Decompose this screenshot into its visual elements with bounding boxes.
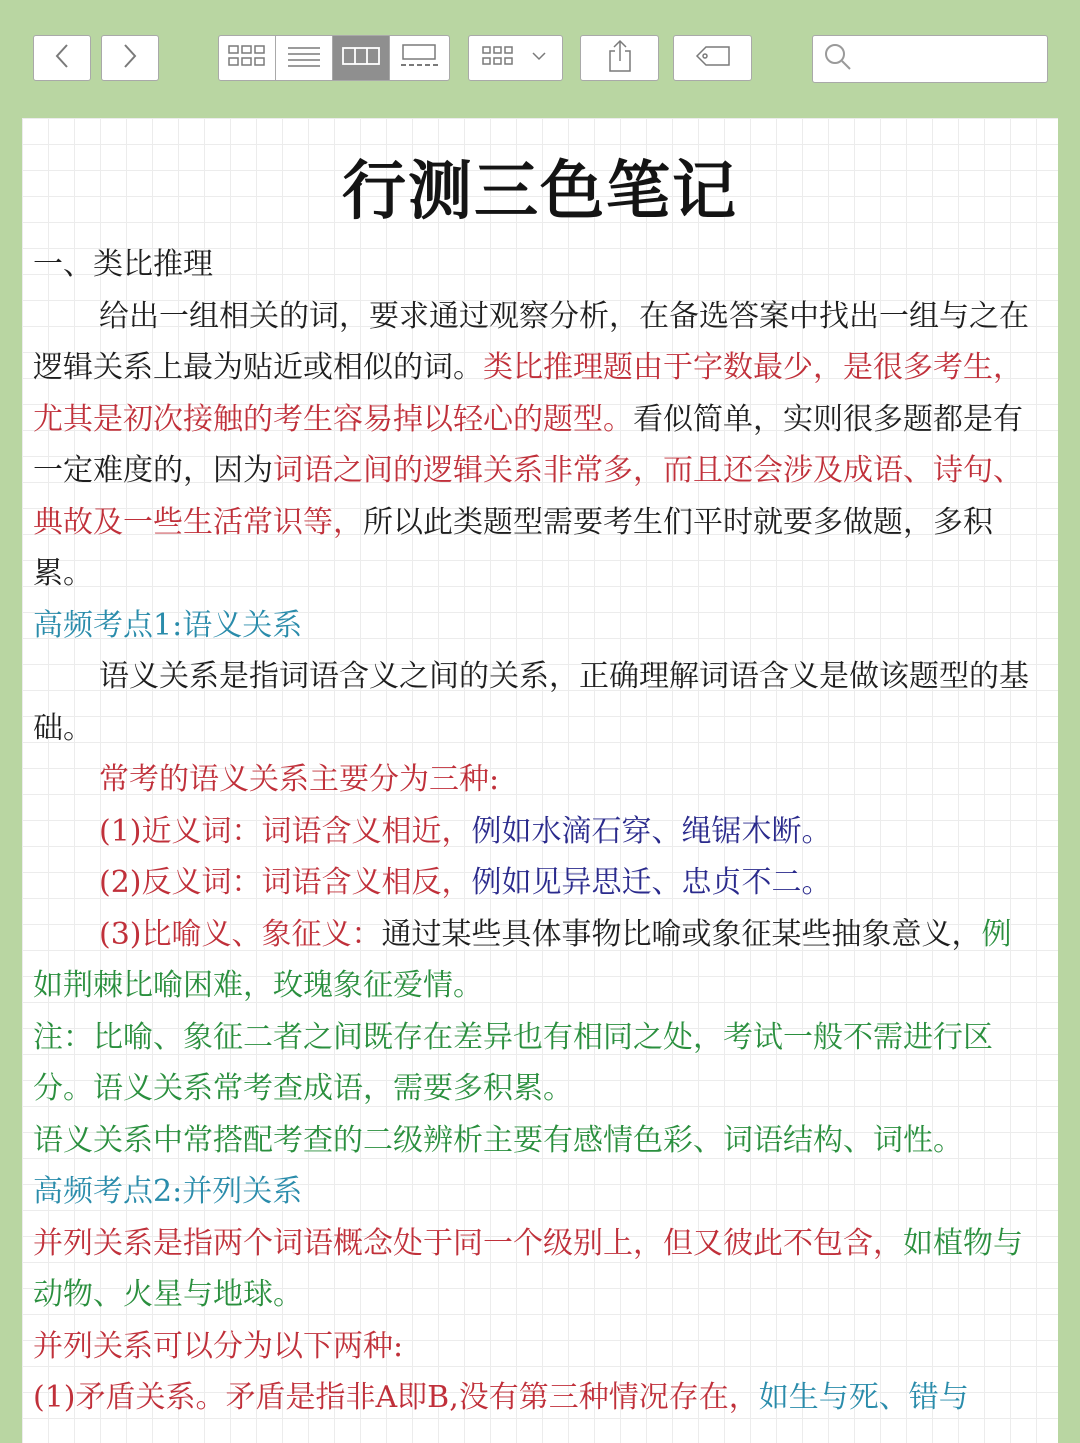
document-title: 行测三色笔记 bbox=[342, 154, 738, 229]
text-run: (1)近义词：词语含义相近， bbox=[99, 813, 472, 849]
text-run: 矛盾是指非A即B,没有第三种情况存在， bbox=[225, 1380, 759, 1415]
list-item-metaphor bbox=[33, 909, 1033, 1012]
text-run: 例如见异思迁、忠贞不二。 bbox=[471, 865, 832, 900]
grid-view-button[interactable] bbox=[219, 36, 276, 80]
note-paragraph bbox=[33, 1012, 1033, 1115]
text-run: 常考的语义关系主要分为三种: bbox=[99, 762, 500, 797]
grid-view-icon bbox=[227, 44, 267, 72]
text-run: 高频考点2:并列关系 bbox=[33, 1174, 303, 1209]
text-run: 词语之间的逻辑关系非常多，而且还会涉及成语、诗句、典故及一些生活常识等， bbox=[33, 453, 1023, 540]
text-run: 类比推理题由于字数最少，是很多考生，尤其是初次接触的考生容易掉以轻心的题型。 bbox=[33, 350, 1023, 437]
forward-button[interactable] bbox=[101, 35, 159, 81]
subheading-point-2 bbox=[33, 1166, 1033, 1218]
search-field[interactable] bbox=[812, 35, 1048, 83]
text-run: 所以此类题型需要考生们平时就要多做题，多积累。 bbox=[33, 504, 993, 591]
share-icon bbox=[606, 39, 634, 77]
paragraph-secondary bbox=[33, 1115, 1033, 1167]
paragraph-types bbox=[33, 754, 1033, 806]
chevron-left-icon bbox=[52, 42, 72, 74]
search-input[interactable] bbox=[853, 35, 1037, 83]
list-item-contradiction bbox=[33, 1372, 1033, 1424]
group-by-icon bbox=[481, 44, 551, 72]
text-run: (2)反义词：词语含义相反， bbox=[99, 865, 472, 900]
subheading-point-1 bbox=[33, 600, 1033, 652]
gallery-view-icon bbox=[399, 43, 439, 73]
text-run: 看似简单，实则很多题都是有一定难度的，因为 bbox=[33, 401, 1023, 488]
paragraph-semantic bbox=[33, 651, 1033, 754]
gallery-view-button[interactable] bbox=[390, 36, 447, 80]
column-view-icon bbox=[341, 44, 381, 72]
text-run: 高频考点1:语义关系 bbox=[33, 607, 303, 643]
paragraph-parallel bbox=[33, 1218, 1033, 1321]
text-run: 例如荆棘比喻困难，玫瑰象征爱情。 bbox=[33, 916, 1012, 1003]
text-run: 一、类比推理 bbox=[33, 247, 213, 282]
text-run: 注：比喻、象征二者之间既存在差异也有相同之处，考试一般不需进行区分。语义关系常考查成语，需要多积累。 bbox=[33, 1019, 993, 1106]
list-item-antonym bbox=[33, 857, 1033, 909]
chevron-right-icon bbox=[120, 42, 140, 74]
search-icon bbox=[823, 42, 853, 76]
group-by-button[interactable] bbox=[468, 35, 563, 81]
document-body bbox=[33, 239, 1033, 1424]
text-run: 给出一组相关的词，要求通过观察分析，在备选答案中找出一组与之在逻辑关系上最为贴近或相似的词。 bbox=[33, 298, 1029, 385]
text-run: (3)比喻义、象征义： bbox=[99, 916, 382, 952]
share-button[interactable] bbox=[580, 35, 659, 81]
text-run: (1)矛盾关系。 bbox=[33, 1380, 226, 1415]
text-run: 语义关系是指词语含义之间的关系，正确理解词语含义是做该题型的基础。 bbox=[33, 659, 1029, 746]
list-view-button[interactable] bbox=[276, 36, 333, 80]
text-run: 并列关系可以分为以下两种: bbox=[33, 1328, 404, 1364]
text-run: 如生与死、错与 bbox=[758, 1380, 969, 1415]
toolbar bbox=[0, 0, 1080, 118]
document-page bbox=[22, 118, 1058, 1443]
text-run: 通过某些具体事物比喻或象征某些抽象意义， bbox=[381, 916, 982, 952]
list-view-icon bbox=[287, 44, 321, 72]
text-run: 例如水滴石穿、绳锯木断。 bbox=[471, 813, 832, 849]
tag-icon bbox=[694, 45, 732, 71]
paragraph-intro bbox=[33, 291, 1033, 600]
column-view-button[interactable] bbox=[333, 36, 390, 80]
section-heading bbox=[33, 239, 1033, 291]
text-run: 语义关系中常搭配考查的二级辨析主要有感情色彩、词语结构、词性。 bbox=[33, 1122, 963, 1158]
tag-button[interactable] bbox=[673, 35, 752, 81]
list-item-synonym bbox=[33, 806, 1033, 858]
view-switcher bbox=[218, 35, 450, 81]
text-run: 并列关系是指两个词语概念处于同一个级别上，但又彼此不包含， bbox=[33, 1225, 903, 1261]
back-button[interactable] bbox=[33, 35, 91, 81]
text-run: 如植物与动物、火星与地球。 bbox=[33, 1225, 1023, 1312]
paragraph-parallel-types bbox=[33, 1321, 1033, 1373]
